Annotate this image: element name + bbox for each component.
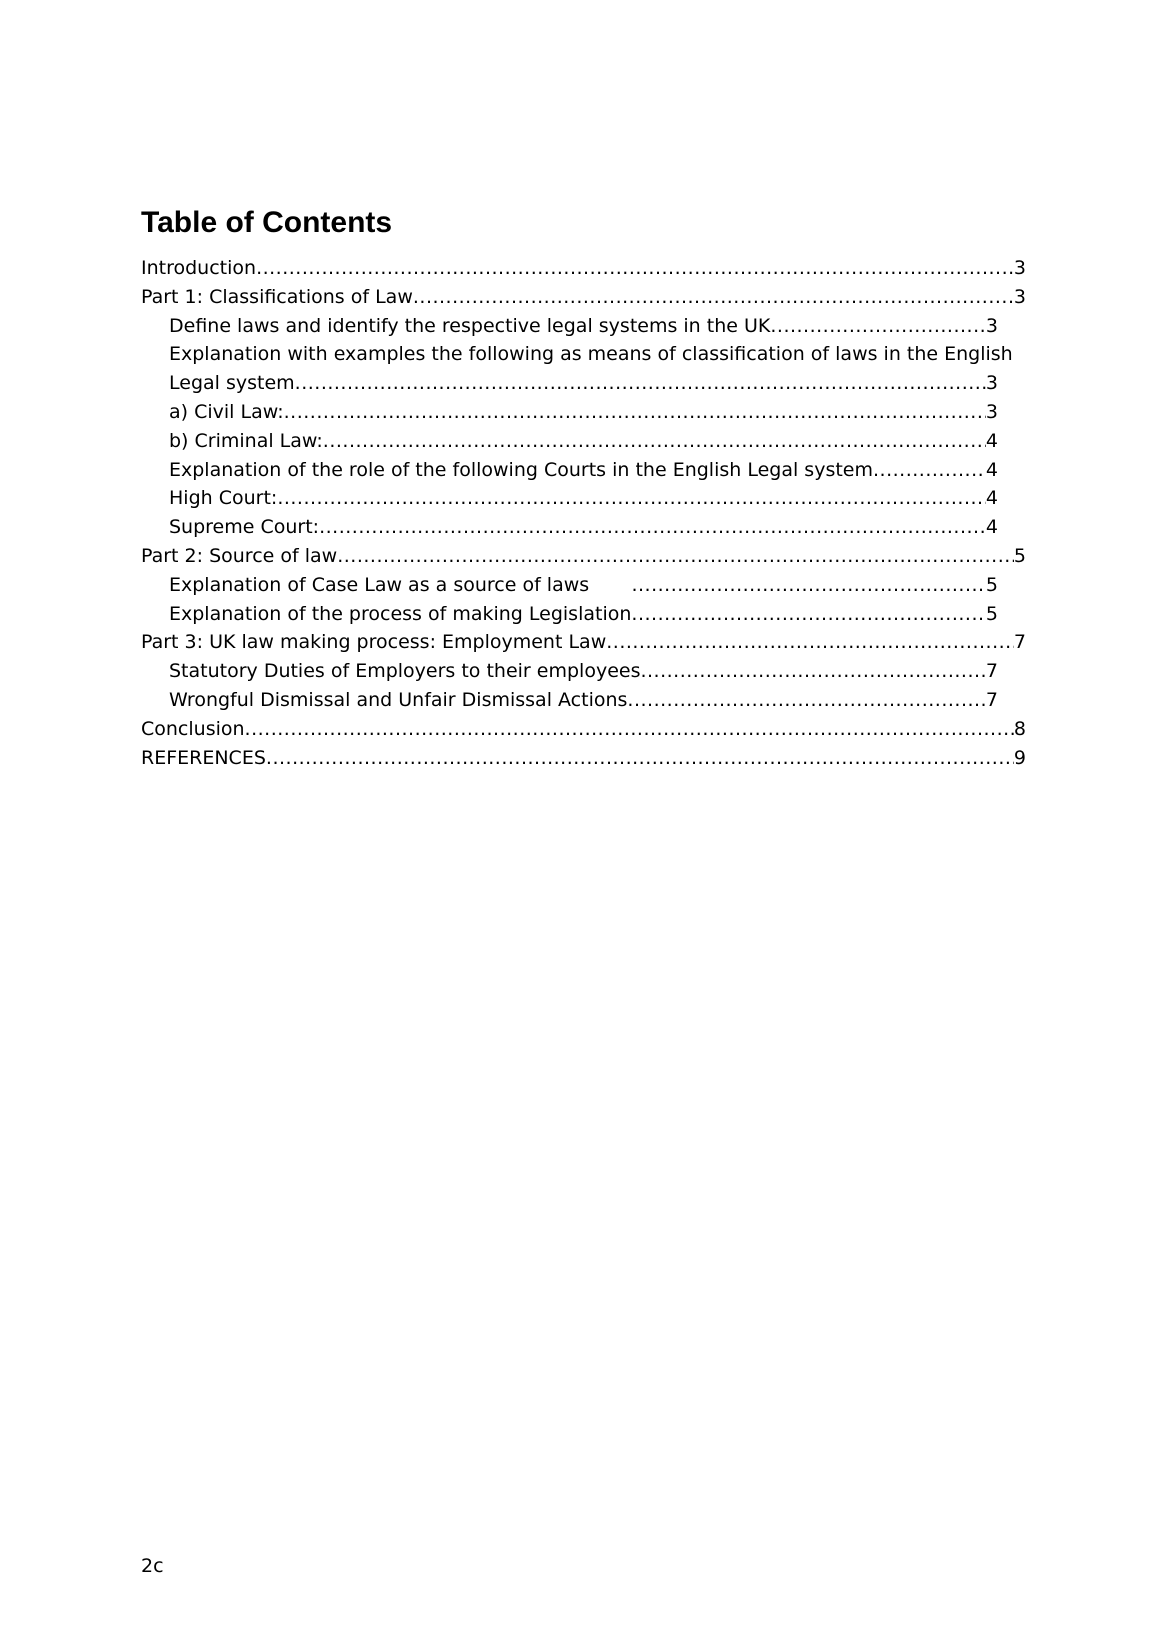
toc-entry-title: Explanation of Case Law as a source of laws [169, 573, 632, 596]
toc-entry-title: Explanation of the process of making Legislation [169, 602, 632, 625]
dot-leader [256, 254, 1014, 283]
toc-entry-statutory-duties[interactable] [141, 657, 1026, 686]
toc-entry-page: 4 [985, 487, 998, 510]
toc-entry-title-line-1: Explanation with examples the following as means of classification of laws in the English [169, 343, 1013, 366]
toc-entry-civil-law[interactable] [141, 398, 1026, 427]
toc-entry-title: REFERENCES [141, 746, 266, 769]
toc-entry-page: 4 [985, 429, 998, 452]
toc-entry-page: 5 [985, 602, 998, 625]
toc-entry-page: 4 [985, 516, 998, 539]
dot-leader [631, 571, 985, 600]
toc-entry-page: 3 [1013, 285, 1026, 308]
toc-entry-title: Part 1: Classifications of Law [141, 285, 413, 308]
dot-leader [284, 398, 986, 427]
toc-entry-references[interactable] [141, 744, 1026, 773]
toc-entry-title: Part 3: UK law making process: Employment Law [141, 631, 607, 654]
dot-leader [319, 513, 986, 542]
toc-entry-page: 3 [985, 372, 998, 395]
toc-entry-conclusion[interactable] [141, 715, 1026, 744]
toc-entry-title-line-2: Legal system [169, 372, 295, 395]
toc-entry-part-1[interactable] [141, 283, 1026, 312]
dot-leader [606, 628, 1014, 657]
toc-entry-dismissal-actions[interactable] [141, 686, 1026, 715]
toc-entry-title: Define laws and identify the respective legal systems in the UK [169, 314, 771, 337]
toc-entry-title: a) Civil Law: [169, 400, 284, 423]
toc-entry-part-2[interactable] [141, 542, 1026, 571]
toc-entry-courts-role[interactable] [141, 456, 1026, 485]
dot-leader [770, 312, 986, 341]
toc-entry-high-court[interactable] [141, 484, 1026, 513]
table-of-contents [141, 254, 1026, 772]
toc-entry-title: Part 2: Source of law [141, 544, 338, 567]
toc-entry-page: 8 [1013, 717, 1026, 740]
toc-entry-page: 5 [985, 573, 998, 596]
toc-entry-page: 7 [1013, 631, 1026, 654]
toc-entry-case-law[interactable] [141, 571, 1026, 600]
dot-leader [631, 600, 986, 629]
toc-entry-criminal-law[interactable] [141, 427, 1026, 456]
toc-heading: Table of Contents [141, 206, 393, 239]
toc-entry-classification-explanation[interactable] [141, 340, 1026, 398]
toc-entry-page: 5 [1013, 544, 1026, 567]
toc-entry-title: Explanation of the role of the following Courts in the English Legal system [169, 458, 873, 481]
toc-entry-title: Supreme Court: [169, 516, 320, 539]
dot-leader [295, 369, 986, 398]
toc-entry-title: High Court: [169, 487, 278, 510]
dot-leader [323, 427, 986, 456]
toc-entry-supreme-court[interactable] [141, 513, 1026, 542]
dot-leader [277, 484, 986, 513]
dot-leader [245, 715, 1014, 744]
dot-leader [627, 686, 985, 715]
toc-entry-part-3[interactable] [141, 628, 1026, 657]
toc-entry-page: 7 [985, 688, 998, 711]
toc-entry-title: Statutory Duties of Employers to their employees [169, 660, 641, 683]
toc-entry-title: b) Criminal Law: [169, 429, 323, 452]
dot-leader [337, 542, 1014, 571]
dot-leader [873, 456, 986, 485]
toc-entry-introduction[interactable] [141, 254, 1026, 283]
toc-entry-legislation[interactable] [141, 600, 1026, 629]
toc-entry-page: 3 [985, 400, 998, 423]
page-footer: 2c [141, 1555, 164, 1577]
dot-leader [413, 283, 1014, 312]
toc-entry-page: 9 [1013, 746, 1026, 769]
dot-leader [266, 744, 1014, 773]
toc-entry-define-laws[interactable] [141, 312, 1026, 341]
toc-entry-page: 3 [1013, 257, 1026, 279]
toc-entry-page: 7 [985, 660, 998, 683]
toc-entry-title: Introduction [141, 257, 257, 279]
toc-entry-title-line-2-row [169, 369, 998, 398]
toc-entry-page: 4 [985, 458, 998, 481]
toc-entry-title: Conclusion [141, 717, 245, 740]
toc-entry-page: 3 [985, 314, 998, 337]
toc-entry-title: Wrongful Dismissal and Unfair Dismissal Actions [169, 688, 628, 711]
dot-leader [640, 657, 985, 686]
